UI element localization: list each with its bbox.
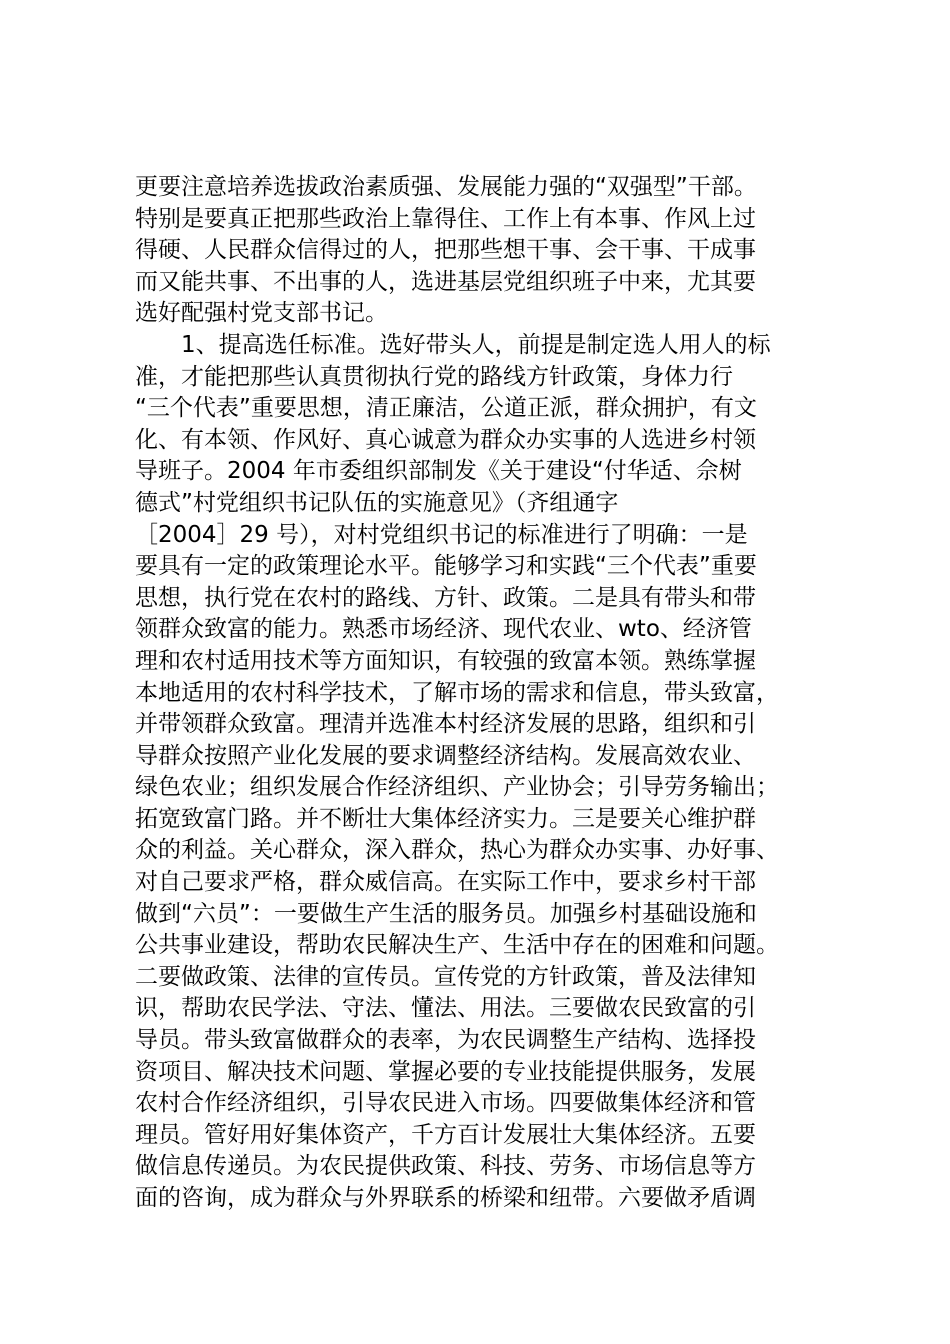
- text-line: 选好配强村党支部书记。: [135, 300, 388, 327]
- text-line: 资项目、解决技术问题、掌握必要的专业技能提供服务，发展: [135, 1058, 756, 1085]
- text-line: 公共事业建设，帮助农民解决生产、生活中存在的困难和问题。: [135, 932, 779, 959]
- text-line: 理员。管好用好集体资产，千方百计发展壮大集体经济。五要: [135, 1121, 756, 1148]
- text-line: 理和农村适用技术等方面知识，有较强的致富本领。熟练掌握: [135, 647, 756, 674]
- text-line: 本地适用的农村科学技术，了解市场的需求和信息，带头致富，: [135, 679, 779, 706]
- text-line: 对自己要求严格，群众威信高。在实际工作中，要求乡村干部: [135, 869, 756, 896]
- text-line: ［2004］29 号），对村党组织书记的标准进行了明确：一是: [135, 521, 748, 548]
- text-line: 导班子。2004 年市委组织部制发《关于建设“付华适、佘树: [135, 458, 742, 485]
- text-line: 领群众致富的能力。熟悉市场经济、现代农业、wto、经济管: [135, 616, 752, 643]
- text-line: 准，才能把那些认真贯彻执行党的路线方针政策，身体力行: [135, 363, 733, 390]
- text-line: 导群众按照产业化发展的要求调整经济结构。发展高效农业、: [135, 742, 756, 769]
- text-line: 做信息传递员。为农民提供政策、科技、劳务、市场信息等方: [135, 1153, 756, 1180]
- text-line: 更要注意培养选拔政治素质强、发展能力强的“双强型”干部。: [135, 174, 757, 200]
- text-line: 特别是要真正把那些政治上靠得住、工作上有本事、作风上过: [135, 205, 756, 232]
- text-line: 并带领群众致富。理清并选准本村经济发展的思路，组织和引: [135, 711, 756, 738]
- text-line: “三个代表”重要思想，清正廉洁，公道正派，群众拥护，有文: [135, 395, 757, 422]
- text-line: 德式”村党组织书记队伍的实施意见》（齐组通字: [135, 489, 619, 516]
- paragraph-start-line: 1、提高选任标准。选好带头人，前提是制定选人用人的标: [181, 331, 771, 358]
- text-line: 识，帮助农民学法、守法、懂法、用法。三要做农民致富的引: [135, 995, 756, 1022]
- text-line: 得硬、人民群众信得过的人，把那些想干事、会干事、干成事: [135, 237, 756, 264]
- text-line: 思想，执行党在农村的路线、方针、政策。二是具有带头和带: [135, 584, 756, 611]
- body-text: [135, 172, 835, 1215]
- text-line: 二要做政策、法律的宣传员。宣传党的方针政策，普及法律知: [135, 963, 756, 990]
- text-line: 绿色农业；组织发展合作经济组织、产业协会；引导劳务输出；: [135, 774, 779, 801]
- text-line: 导员。带头致富做群众的表率，为农民调整生产结构、选择投: [135, 1027, 756, 1054]
- text-line: 面的咨询，成为群众与外界联系的桥梁和纽带。六要做矛盾调: [135, 1185, 756, 1211]
- text-line: 做到“六员”：一要做生产生活的服务员。加强乡村基础设施和: [135, 900, 757, 927]
- text-line: 要具有一定的政策理论水平。能够学习和实践“三个代表”重要: [135, 553, 757, 580]
- text-line: 拓宽致富门路。并不断壮大集体经济实力。三是要关心维护群: [135, 805, 756, 832]
- text-line: 众的利益。关心群众，深入群众，热心为群众办实事、办好事、: [135, 837, 779, 864]
- text-line: 而又能共事、不出事的人，选进基层党组织班子中来，尤其要: [135, 268, 756, 295]
- text-line: 化、有本领、作风好、真心诚意为群众办实事的人选进乡村领: [135, 426, 756, 453]
- text-line: 农村合作经济组织，引导农民进入市场。四要做集体经济和管: [135, 1090, 756, 1117]
